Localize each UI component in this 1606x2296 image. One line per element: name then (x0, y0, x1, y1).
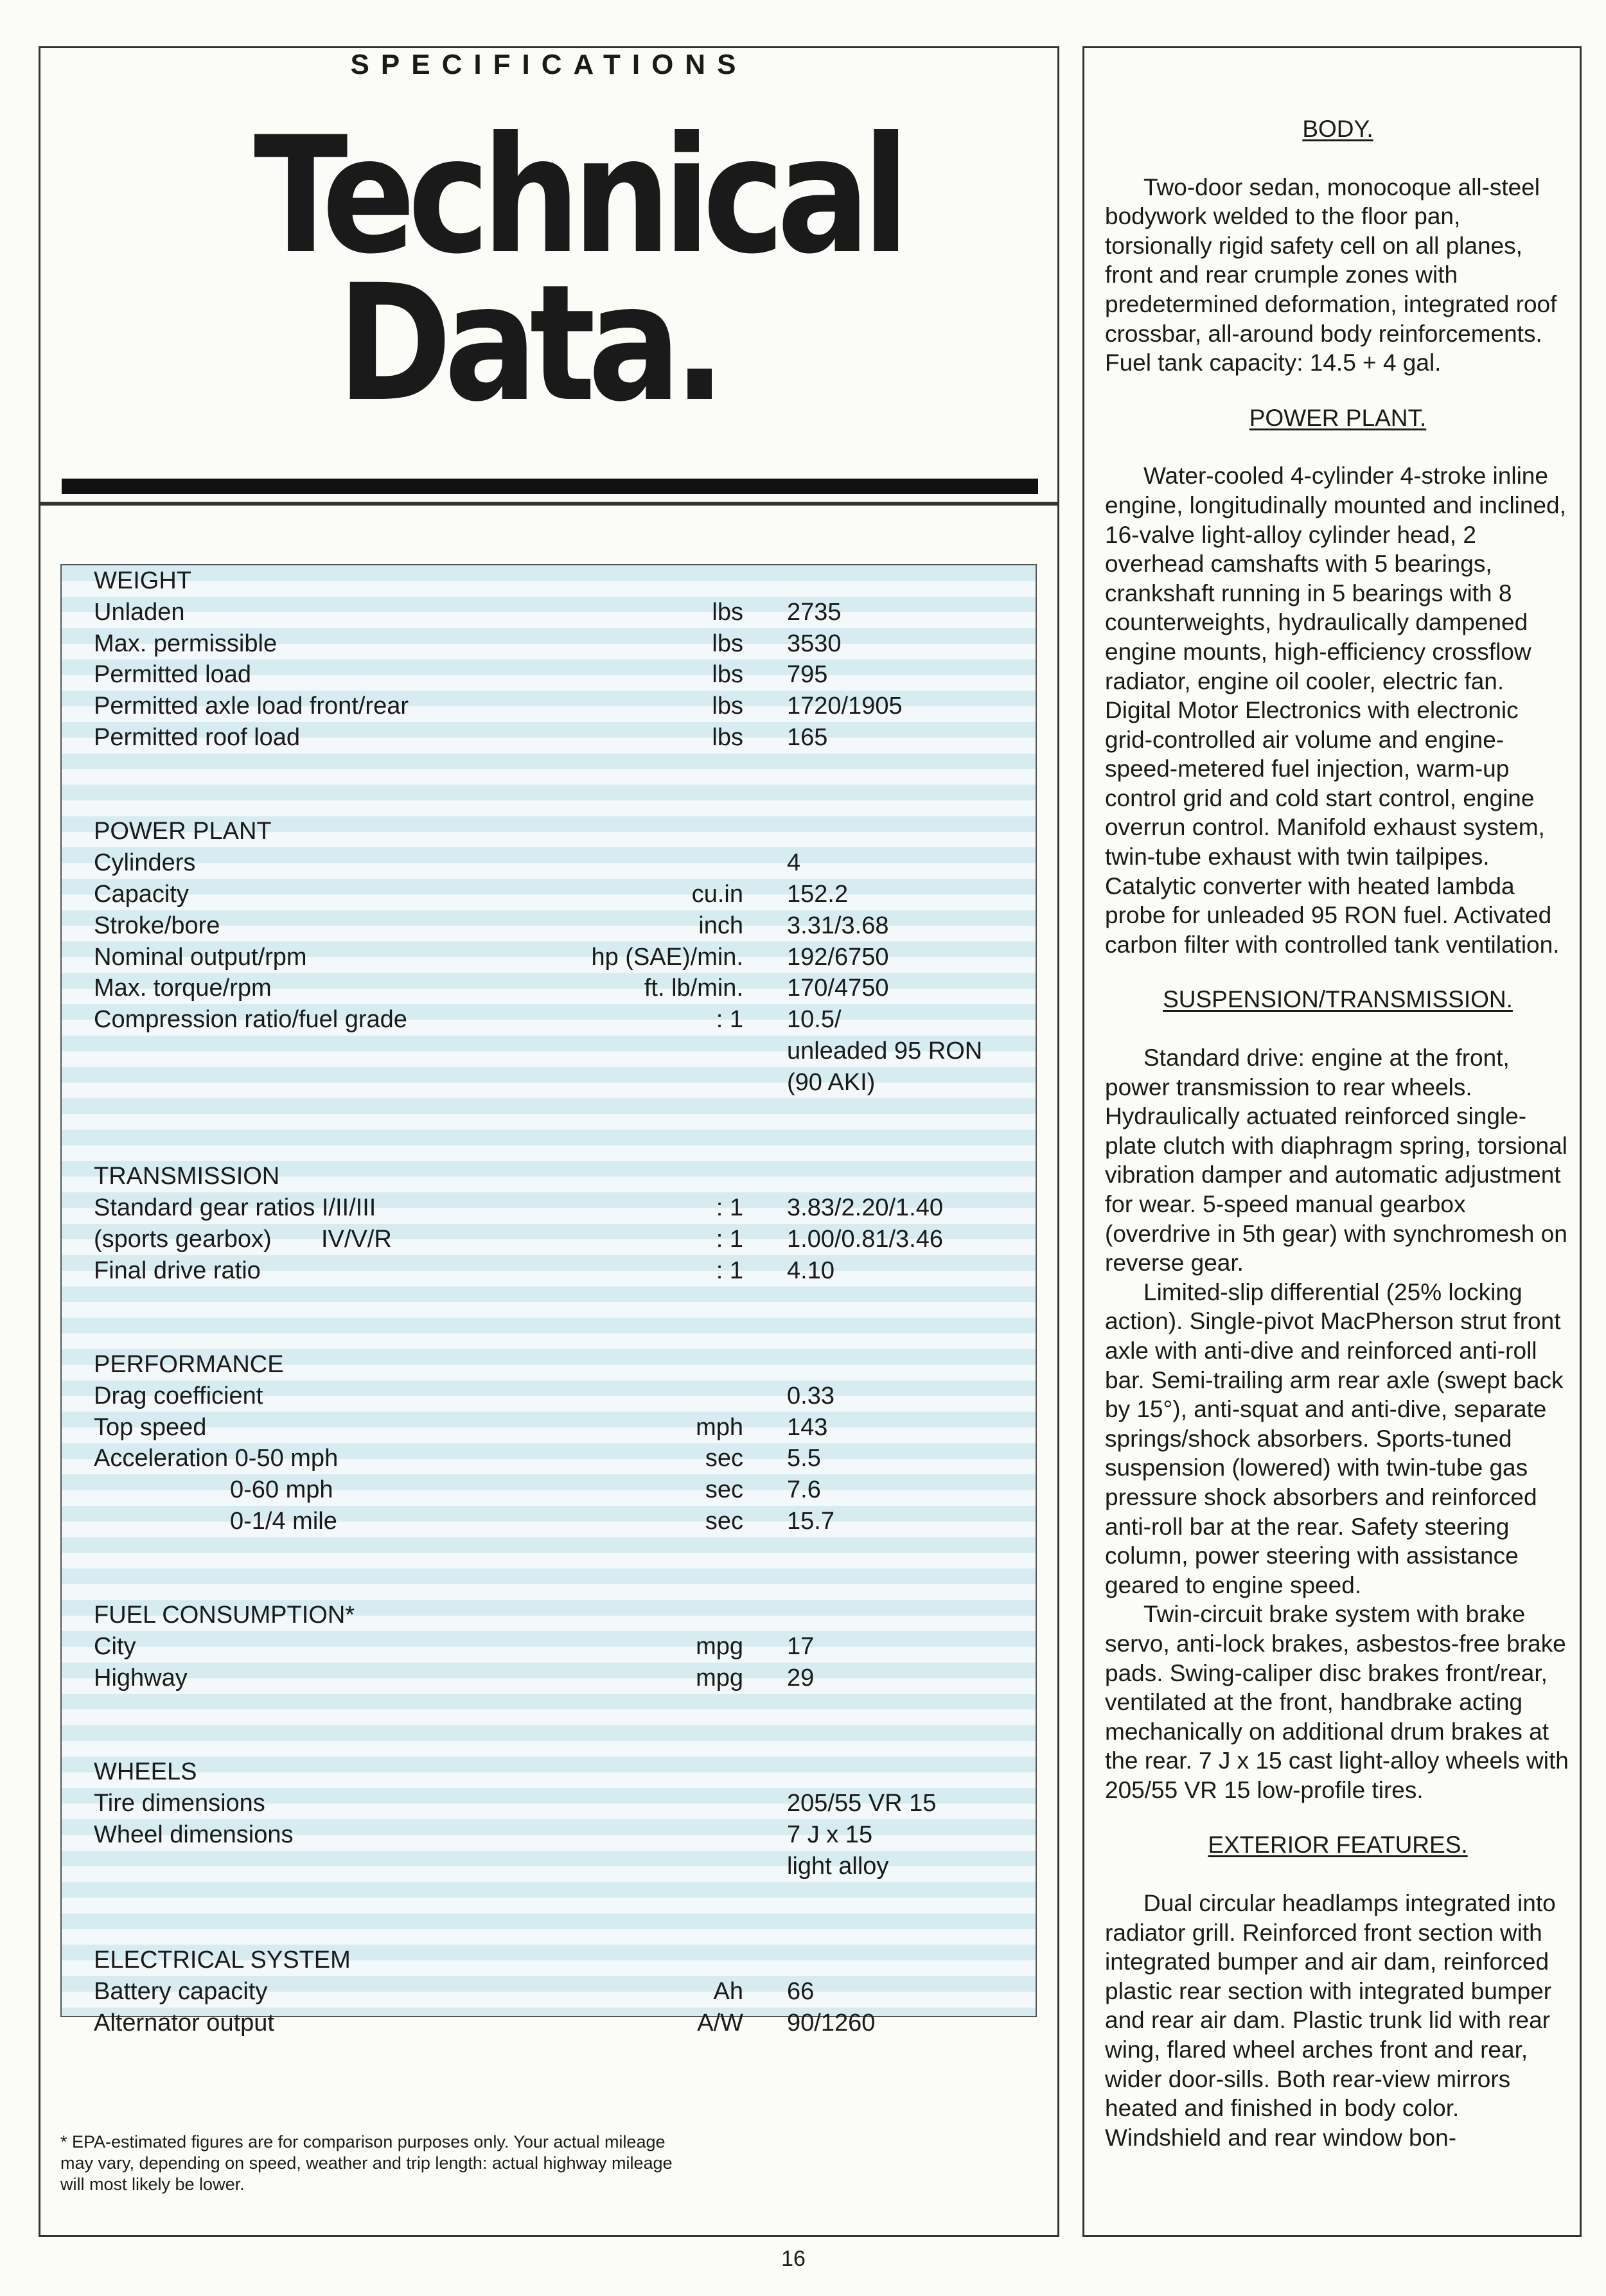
row-unit: A/W (697, 2009, 743, 2036)
row-unit: : 1 (716, 1194, 743, 1221)
table-row (62, 942, 1036, 973)
row-label: Tire dimensions (94, 1790, 265, 1817)
row-label: FUEL CONSUMPTION* (94, 1602, 355, 1629)
row-value: 90/1260 (787, 2009, 876, 2036)
row-value: 15.7 (787, 1508, 834, 1535)
table-row (62, 1067, 1036, 1099)
section-heading: POWER PLANT. (1249, 404, 1427, 431)
row-label: Acceleration 0-50 mph (94, 1445, 339, 1472)
row-label: (sports gearbox) (94, 1225, 272, 1253)
table-row (62, 785, 1036, 817)
table-row (62, 1788, 1036, 1819)
table-row (62, 1286, 1036, 1318)
section-paragraph: Water-cooled 4-cylinder 4-stroke inline engine, longitudinally mounted and inclined, 16-valve light-alloy cylinder head, 2 overhead camshafts with 5 bearings, crankshaft running in 5 bearings with 8 counterweights, hydraulically dampened engine mounts, high-efficiency crossflow radiator, engine oil cooler, electric fan. Digital Motor Electronics with electronic grid-controlled air volume and engine-speed-metered fuel injection, warm-up control grid and cold start control, engine overrun control. Manifold exhaust system, twin-tube exhaust with twin tailpipes. Catalytic converter with heated lambda probe for unleaded 95 RON fuel. Activated carbon filter with controlled tank ventilation. (1105, 463, 1566, 958)
table-row (62, 973, 1036, 1004)
row-label: Stroke/bore (94, 912, 220, 939)
section-paragraph: Limited-slip differential (25% locking action). Single-pivot MacPherson strut front axle with anti-dive and reinforced anti-roll bar. Semi-trailing arm rear axle (swept back by 15°), anti-squat and anti-dive, separate springs/shock absorbers. Sports-tuned suspension (lowered) with twin-tube gas pressure shock absorbers and reinforced anti-roll bar at the rear. Safety steering column, power steering with assistance geared to engine speed. (1105, 1278, 1564, 1598)
table-row (62, 879, 1036, 910)
table-row (62, 1913, 1036, 1945)
table-row (62, 1318, 1036, 1349)
row-unit: lbs (712, 693, 743, 720)
description-text (1105, 114, 1571, 2152)
row-value: 4 (787, 849, 801, 877)
row-label: Max. torque/rpm (94, 975, 272, 1002)
row-label: City (94, 1633, 136, 1661)
table-row (62, 910, 1036, 942)
row-label: Permitted roof load (94, 724, 301, 751)
row-unit: mpg (696, 1665, 743, 1691)
table-row (62, 1600, 1036, 1631)
row-label: Battery capacity (94, 1978, 268, 2005)
row-label: Permitted axle load front/rear (94, 693, 409, 720)
table-row (62, 659, 1036, 691)
spec-table (60, 564, 1037, 2036)
row-value: 152.2 (787, 881, 849, 908)
row-value: 7 J x 15 (787, 1821, 873, 1848)
row-label: Capacity (94, 881, 189, 908)
row-label: WHEELS (94, 1758, 197, 1786)
row-value: light alloy (787, 1852, 889, 1880)
row-value: 4.10 (787, 1257, 834, 1284)
row-unit: sec (705, 1508, 743, 1535)
table-row (62, 722, 1036, 754)
row-label: 0-1/4 mile (230, 1508, 337, 1535)
row-value: 192/6750 (787, 943, 889, 971)
row-label: Highway (94, 1665, 188, 1691)
row-unit: lbs (712, 630, 743, 657)
row-value: 66 (787, 1978, 815, 2005)
row-unit: : 1 (716, 1257, 743, 1284)
table-row (62, 754, 1036, 785)
row-label: Permitted load (94, 661, 252, 689)
row-unit: mpg (696, 1633, 743, 1661)
row-value: 205/55 VR 15 (787, 1790, 937, 1817)
row-label: Drag coefficient (94, 1382, 263, 1409)
table-row (62, 1004, 1036, 1036)
row-label: Unladen (94, 598, 185, 626)
section-paragraph: Two-door sedan, monocoque all-steel bodywork welded to the floor pan, torsionally rigid safety cell on all planes, front and rear crumple zones with predetermined deformation, integrated roof crossbar, all-around body reinforcements. Fuel tank capacity: 14.5 + 4 gal. (1105, 173, 1557, 376)
row-label: 0-60 mph (230, 1476, 333, 1504)
row-label: Cylinders (94, 849, 196, 877)
row-value: 5.5 (787, 1445, 821, 1472)
row-label: Max. permissible (94, 630, 278, 657)
row-unit: inch (698, 912, 743, 939)
row-value: (90 AKI) (787, 1068, 876, 1096)
table-row (62, 691, 1036, 722)
table-row (62, 1819, 1036, 1851)
row-value: 10.5/ (787, 1006, 842, 1034)
row-value: 7.6 (787, 1476, 821, 1504)
row-label: TRANSMISSION (94, 1163, 280, 1190)
page-number: 16 (781, 2247, 806, 2271)
title-rule (62, 479, 1038, 494)
row-unit: : 1 (716, 1225, 743, 1253)
row-label: PERFORMANCE (94, 1351, 284, 1378)
table-row (62, 628, 1036, 660)
table-row (62, 1224, 1036, 1255)
table-row (62, 1255, 1036, 1287)
row-label: Wheel dimensions (94, 1821, 294, 1848)
row-unit: ft. lb/min. (644, 975, 743, 1002)
row-value: 29 (787, 1665, 815, 1691)
section-paragraph: Twin-circuit brake system with brake servo, anti-lock brakes, asbestos-free brake pads. Swing-caliper disc brakes front/rear, ventilated at the front, handbrake acting mechanically on additional drum brakes at the rear. 7 J x 15 cast light-alloy wheels with 205/55 VR 15 low-profile tires. (1105, 1601, 1569, 1803)
section-heading: SUSPENSION/TRANSMISSION. (1163, 986, 1513, 1013)
row-value: 165 (787, 724, 828, 751)
table-row (62, 847, 1036, 879)
row-value: 0.33 (787, 1382, 834, 1409)
row-value: 795 (787, 661, 828, 689)
row-value: unleaded 95 RON (787, 1038, 983, 1064)
section-heading: EXTERIOR FEATURES. (1208, 1832, 1468, 1859)
row-label: Top speed (94, 1413, 207, 1441)
table-row (62, 2008, 1036, 2039)
table-row (62, 1099, 1036, 1130)
footnote: * EPA-estimated figures are for comparison purposes only. Your actual mileage may vary, depending on speed, weather and trip length: actual highway mileage will most likely be lower. (60, 2132, 673, 2194)
row-unit: lbs (712, 598, 743, 626)
table-row (62, 1474, 1036, 1506)
section-paragraph: Dual circular headlamps integrated into radiator grill. Reinforced front section with integrated bumper and air dam, reinforced plastic rear section with integrated bumper and rear air dam. Plastic trunk lid with rear wing, flared wheel arches front and rear, wider door-sills. Both rear-view mirrors heated and finished in body color. Windshield and rear window bon- (1105, 1890, 1556, 2151)
row-label: Nominal output/rpm (94, 943, 307, 971)
table-row (62, 565, 1036, 597)
table-row (62, 597, 1036, 628)
row-value: 1.00/0.81/3.46 (787, 1225, 943, 1253)
row-value: 1720/1905 (787, 693, 903, 720)
table-row (62, 1192, 1036, 1224)
row-value: 170/4750 (787, 975, 889, 1002)
row-value: 17 (787, 1633, 815, 1661)
row-gear-label: IV/V/R (321, 1225, 392, 1253)
section-heading: BODY. (1302, 116, 1373, 142)
row-value: 3.83/2.20/1.40 (787, 1194, 943, 1221)
table-row (62, 1506, 1036, 1537)
table-row (62, 1882, 1036, 1914)
table-row (62, 1412, 1036, 1444)
row-value: 3530 (787, 630, 842, 657)
row-unit: sec (705, 1476, 743, 1504)
row-value: 2735 (787, 598, 842, 626)
row-value: 3.31/3.68 (787, 912, 889, 939)
table-row (62, 1349, 1036, 1381)
row-label: Standard gear ratios I/II/III (94, 1194, 376, 1221)
table-row (62, 1851, 1036, 1882)
row-label: Compression ratio/fuel grade (94, 1006, 407, 1034)
table-row (62, 1726, 1036, 1757)
table-row (62, 1381, 1036, 1412)
table-row (62, 1036, 1036, 1067)
table-row (62, 1569, 1036, 1600)
row-unit: lbs (712, 661, 743, 689)
table-row (62, 1129, 1036, 1161)
table-row (62, 1537, 1036, 1569)
table-row (62, 1161, 1036, 1192)
page-title-line-1: Technical (254, 102, 903, 289)
table-row (62, 1663, 1036, 1694)
table-row (62, 1631, 1036, 1663)
row-value: 143 (787, 1413, 828, 1441)
table-row (62, 1694, 1036, 1726)
row-unit: hp (SAE)/min. (591, 943, 743, 971)
row-label: Alternator output (94, 2009, 274, 2036)
section-paragraph: Standard drive: engine at the front, power transmission to rear wheels. Hydraulically actuated reinforced single-plate clutch with diaphragm spring, torsional vibration damper and automatic adjustment for wear. 5-speed manual gearbox (overdrive in 5th gear) with synchromesh on reverse gear. (1105, 1045, 1567, 1276)
row-unit: mph (696, 1413, 743, 1441)
page-title-line-2: Data. (337, 250, 718, 437)
table-row (62, 1976, 1036, 2008)
table-row (62, 1945, 1036, 1976)
row-unit: sec (705, 1445, 743, 1472)
table-row (62, 816, 1036, 847)
row-unit: : 1 (716, 1006, 743, 1034)
row-label: Final drive ratio (94, 1257, 261, 1284)
row-label: POWER PLANT (94, 818, 272, 845)
row-label: ELECTRICAL SYSTEM (94, 1947, 351, 1974)
section-heading: SPECIFICATIONS (350, 49, 748, 80)
row-unit: Ah (713, 1978, 743, 2005)
table-row (62, 1443, 1036, 1474)
row-label: WEIGHT (94, 567, 191, 594)
row-unit: cu.in (691, 881, 743, 908)
row-unit: lbs (712, 724, 743, 751)
table-row (62, 1756, 1036, 1788)
